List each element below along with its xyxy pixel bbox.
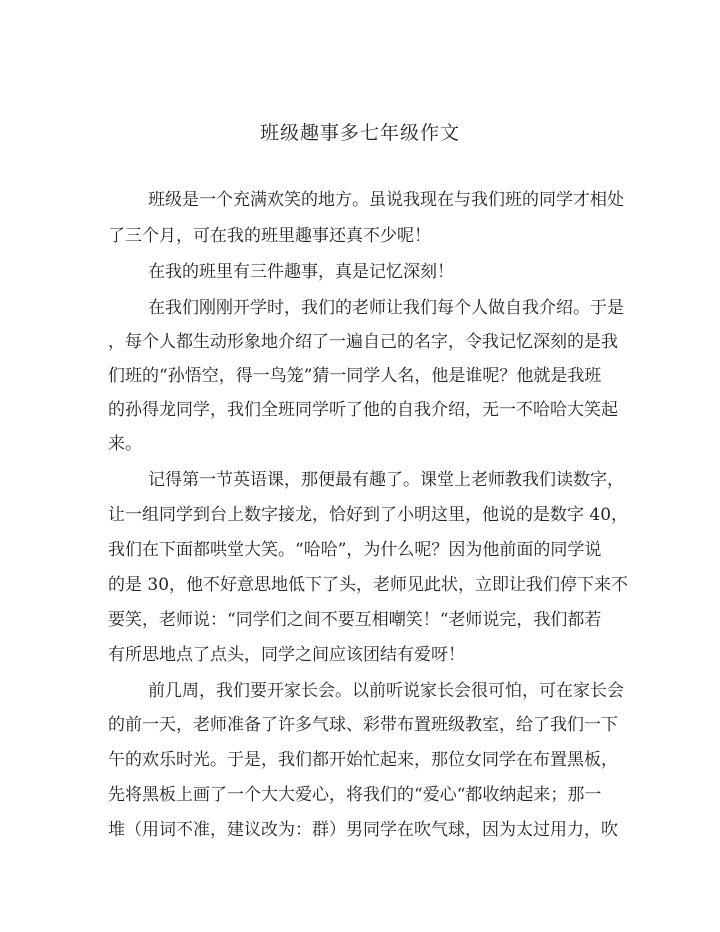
paragraph-line: 午的欢乐时光。于是，我们都开始忙起来，那位女同学在布置黑板， — [108, 750, 618, 770]
paragraph-line: 先将黑板上画了一个大大爱心，将我们的“爱心“都收纳起来；那一 — [108, 785, 602, 805]
paragraph-line: 的是 30，他不好意思地低下了头，老师见此状，立即让我们停下来不 — [108, 575, 629, 595]
paragraph-line: 了三个月，可在我的班里趣事还真不少呢！ — [108, 226, 431, 246]
paragraph-line: 让一组同学到台上数字接龙，恰好到了小明这里，他说的是数字 40， — [108, 505, 629, 525]
paragraph-line: 们班的“孙悟空，得一鸟笼”猜一同学人名，他是谁呢？他就是我班 — [108, 366, 602, 386]
paragraph-line: 堆（用词不准，建议改为：群）男同学在吹气球，因为太过用力，吹 — [108, 820, 618, 840]
paragraph-line: 记得第一节英语课，那便最有趣了。课堂上老师教我们读数字， — [148, 470, 624, 490]
paragraph-line: 的前一天，老师准备了许多气球、彩带布置班级教室，给了我们一下 — [108, 715, 618, 735]
paragraph-line: 要笑，老师说：“同学们之间不要互相嘲笑！“老师说完，我们都若 — [108, 610, 602, 630]
paragraph-line: 有所思地点了点头，同学之间应该团结有爱呀！ — [108, 645, 465, 665]
paragraph-line: 来。 — [108, 434, 142, 454]
paragraph-line: 前几周，我们要开家长会。以前听说家长会很可怕，可在家长会 — [148, 681, 624, 701]
paragraph-line: 在我的班里有三件趣事，真是记忆深刻！ — [148, 262, 454, 282]
paragraph-line: 我们在下面都哄堂大笑。“哈哈”，为什么呢？因为他前面的同学说 — [108, 540, 602, 560]
paragraph-line: 班级是一个充满欢笑的地方。虽说我现在与我们班的同学才相处 — [148, 190, 624, 210]
document-title: 班级趣事多七年级作文 — [259, 122, 460, 144]
paragraph-line: ，每个人都生动形象地介绍了一遍自己的名字，令我记忆深刻的是我 — [108, 332, 618, 352]
paragraph-line: 的孙得龙同学，我们全班同学听了他的自我介绍，无一不哈哈大笑起 — [108, 400, 618, 420]
paragraph-line: 在我们刚刚开学时，我们的老师让我们每个人做自我介绍。于是 — [148, 298, 624, 318]
